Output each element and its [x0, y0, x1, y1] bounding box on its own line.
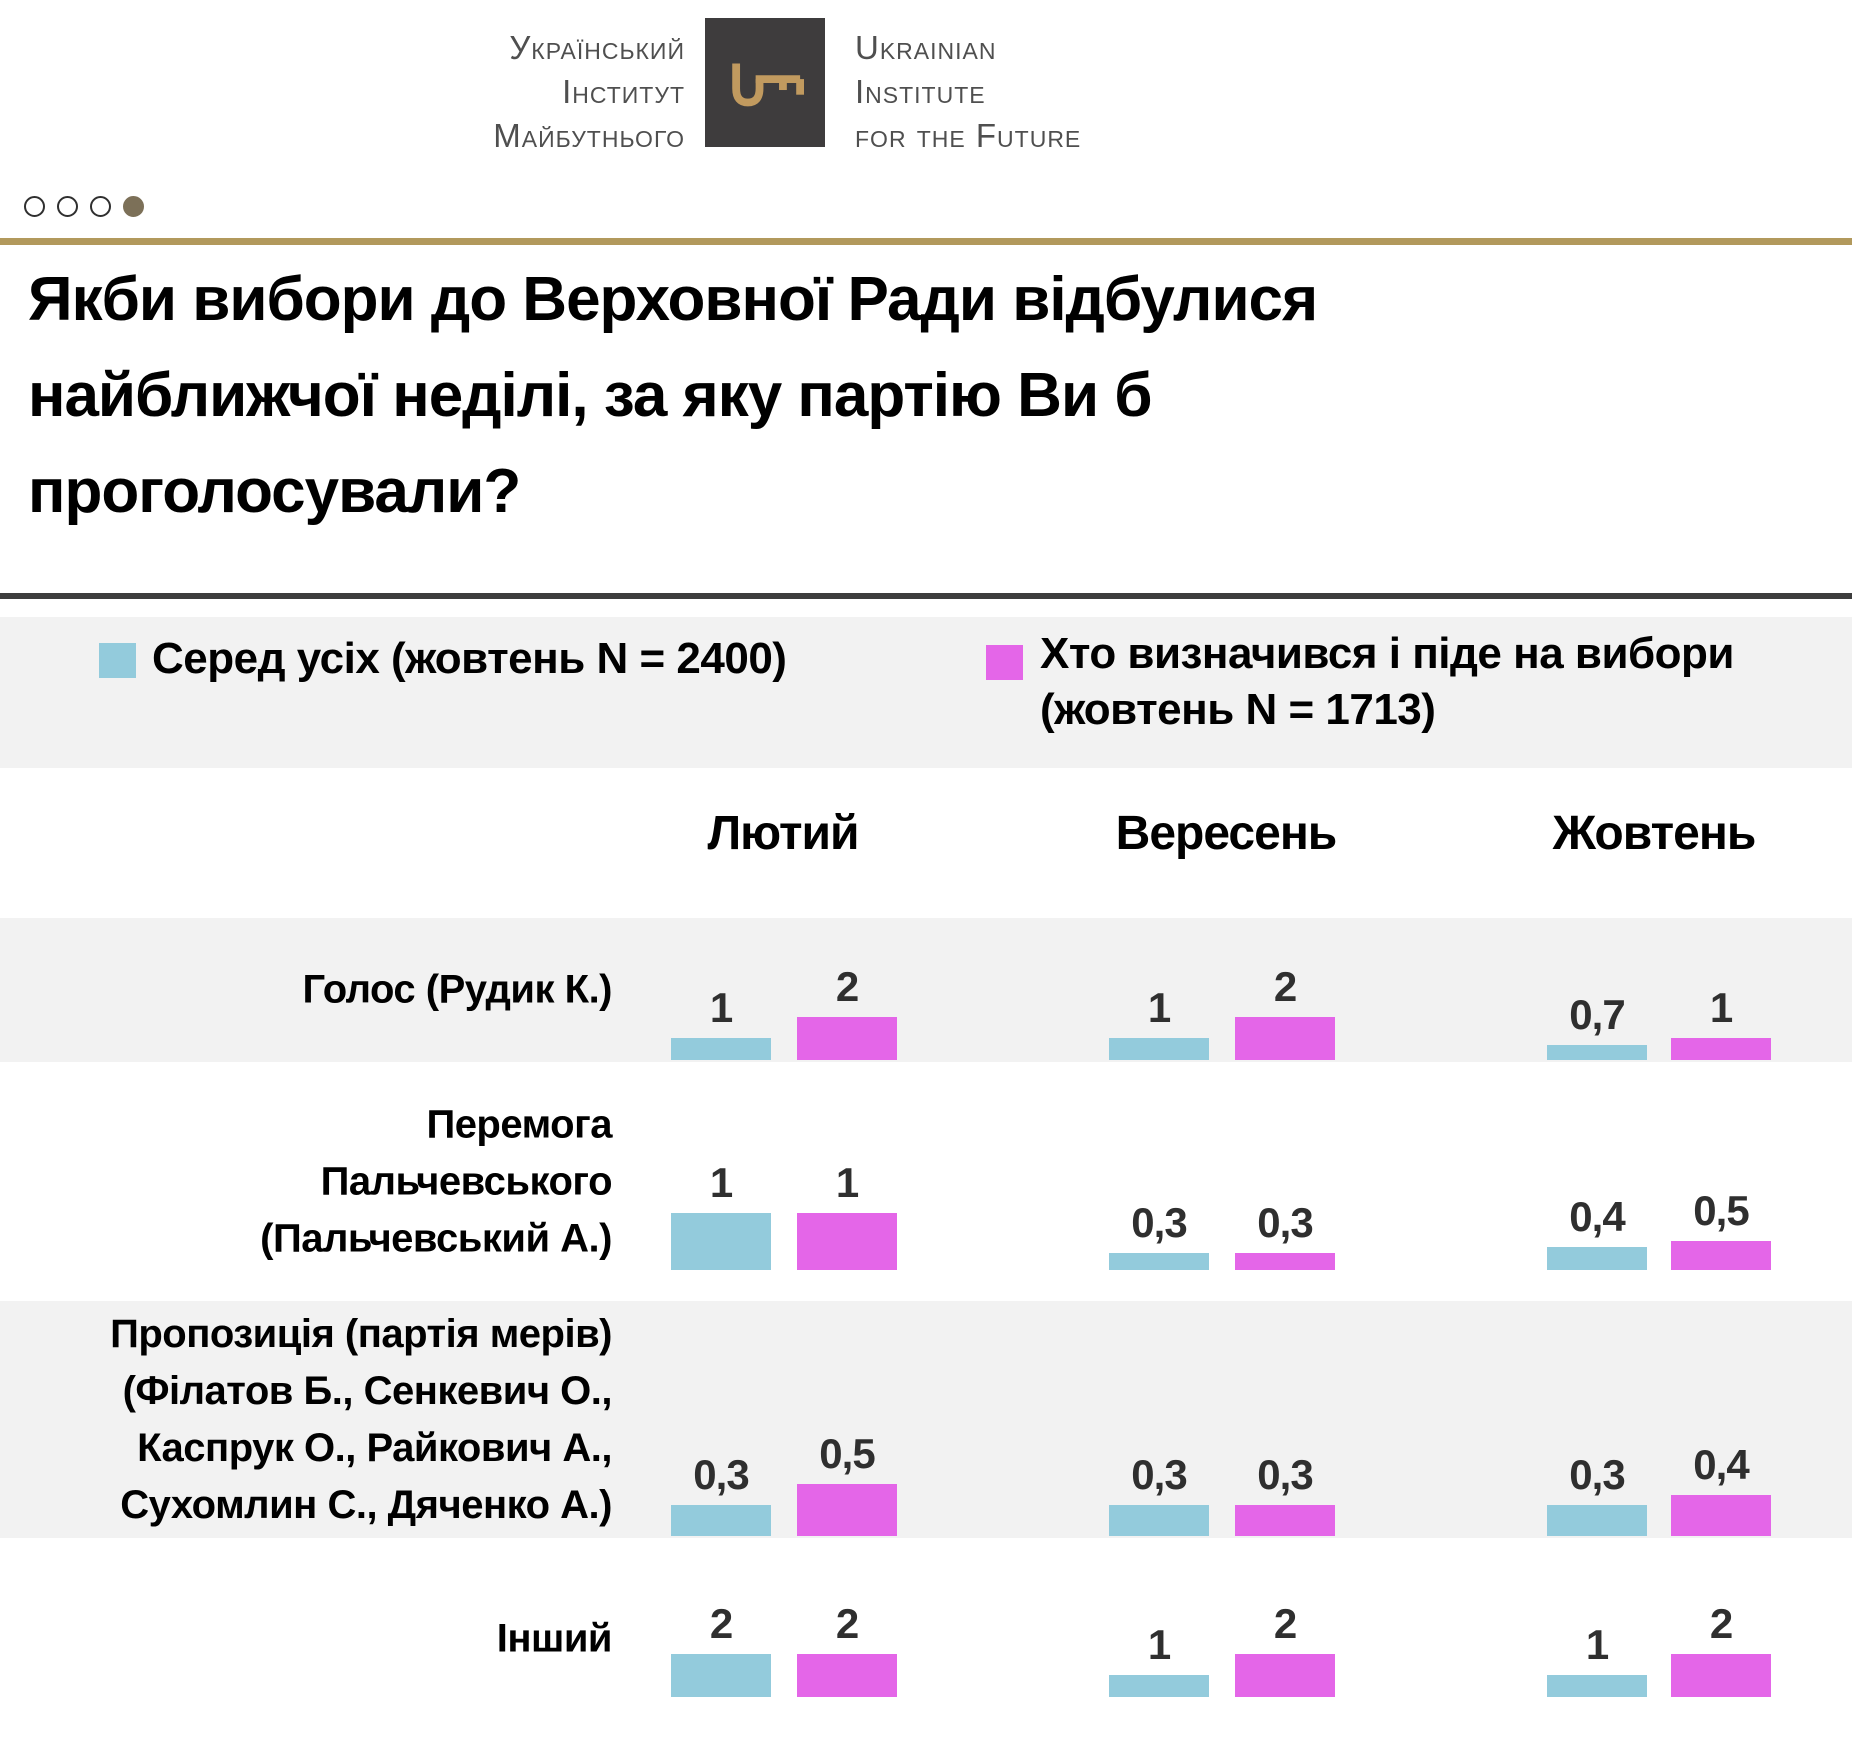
logo-en-line: Institute [855, 73, 986, 110]
row-label [0, 962, 612, 1019]
bar-all [1547, 1505, 1647, 1536]
bar-value-label: 1 [1709, 984, 1733, 1031]
legend-swatch-decided [986, 645, 1023, 680]
bar-value-label: 2 [835, 1600, 859, 1647]
row-label [0, 1096, 612, 1267]
bar-decided [1671, 1495, 1771, 1536]
month-header-february: Лютий [707, 807, 859, 860]
bar-decided [1671, 1654, 1771, 1697]
title-rule [0, 593, 1852, 599]
bar-decided [797, 1213, 897, 1270]
bar-all [671, 1505, 771, 1536]
bar-all [1109, 1675, 1209, 1697]
month-header-september: Вересень [1115, 807, 1337, 860]
bar-value-label: 2 [1709, 1600, 1733, 1647]
row-label-line: (Пальчевський А.) [260, 1216, 612, 1260]
legend-label-decided-line: Хто визначився і піде на вибори [1040, 629, 1734, 678]
bar-decided [1235, 1253, 1335, 1270]
bar-all [1109, 1038, 1209, 1060]
row-label-line: Пропозиція (партія мерів) [110, 1311, 612, 1356]
row-label [0, 1610, 612, 1667]
bar-decided [1671, 1241, 1771, 1270]
bar-value-label: 0,3 [1257, 1451, 1313, 1498]
pagination-dot[interactable] [57, 196, 78, 217]
bar-value-label: 2 [709, 1600, 733, 1647]
bar-value-label: 0,5 [1693, 1187, 1749, 1234]
bar-value-label: 0,3 [1131, 1451, 1187, 1498]
bar-value-label: 0,3 [1569, 1451, 1625, 1498]
bar-decided [1671, 1038, 1771, 1060]
bar-decided [1235, 1505, 1335, 1536]
bar-value-label: 1 [835, 1159, 859, 1206]
pagination-dot[interactable] [24, 196, 45, 217]
bar-decided [797, 1654, 897, 1697]
question-title [28, 252, 1828, 540]
bar-value-label: 0,4 [1693, 1441, 1749, 1488]
row-label-line: (Філатов Б., Сенкевич О., [122, 1368, 612, 1413]
question-title-line: Якби вибори до Верховної Ради відбулися [28, 265, 1318, 334]
bar-decided [797, 1484, 897, 1536]
bar-all [671, 1654, 771, 1697]
logo-uk-line: Український [509, 29, 685, 66]
bar-all [1109, 1253, 1209, 1270]
bar-decided [797, 1017, 897, 1060]
bar-value-label: 2 [1273, 963, 1297, 1010]
bar-value-label: 0,5 [819, 1430, 875, 1477]
legend-swatch-all [99, 643, 136, 678]
row-label-line: Голос (Рудик К.) [302, 967, 612, 1012]
bar-value-label: 2 [1273, 1600, 1297, 1647]
bar-all [1547, 1675, 1647, 1697]
bar-all [1547, 1045, 1647, 1060]
row-label [0, 1306, 612, 1534]
bar-all [671, 1213, 771, 1270]
bar-decided [1235, 1654, 1335, 1697]
bar-value-label: 1 [1585, 1621, 1609, 1668]
logo-square [705, 18, 825, 147]
logo-ukrainian-text [493, 26, 685, 158]
gold-divider [0, 238, 1852, 245]
row-label-line: Інший [496, 1616, 612, 1660]
question-title-line: проголосували? [28, 457, 521, 526]
question-title-line: найближчої неділі, за яку партію Ви б [28, 361, 1152, 430]
row-label-line: Каспрук О., Райкович А., [137, 1425, 612, 1470]
month-header-october: Жовтень [1552, 807, 1756, 860]
pagination-dots [24, 196, 144, 217]
bar-value-label: 2 [835, 963, 859, 1010]
logo-en-line: Ukrainian [855, 29, 997, 66]
legend-label-decided [1040, 626, 1734, 738]
bar-value-label: 0,4 [1569, 1193, 1625, 1240]
bar-all [1547, 1247, 1647, 1270]
bar-value-label: 0,3 [693, 1451, 749, 1498]
key-icon [726, 54, 804, 112]
row-label-line: Перемога [426, 1102, 612, 1146]
bar-value-label: 1 [1147, 1621, 1171, 1668]
bar-all [671, 1038, 771, 1060]
pagination-dot[interactable] [90, 196, 111, 217]
bar-value-label: 1 [709, 1159, 733, 1206]
logo-english-text [855, 26, 1081, 158]
logo-uk-line: Інститут [562, 73, 685, 110]
bar-value-label: 0,3 [1131, 1199, 1187, 1246]
pagination-dot[interactable] [123, 196, 144, 217]
bar-all [1109, 1505, 1209, 1536]
bar-value-label: 1 [1147, 984, 1171, 1031]
logo-en-line: for the Future [855, 117, 1082, 154]
bar-value-label: 0,7 [1569, 991, 1625, 1038]
legend-label-all: Серед усіх (жовтень N = 2400) [152, 634, 787, 683]
bar-value-label: 1 [709, 984, 733, 1031]
bar-value-label: 0,3 [1257, 1199, 1313, 1246]
row-label-line: Сухомлин С., Дяченко А.) [120, 1482, 612, 1527]
legend-label-decided-line: (жовтень N = 1713) [1040, 685, 1436, 734]
row-label-line: Пальчевського [320, 1159, 612, 1203]
bar-decided [1235, 1017, 1335, 1060]
logo-uk-line: Майбутнього [493, 117, 685, 154]
